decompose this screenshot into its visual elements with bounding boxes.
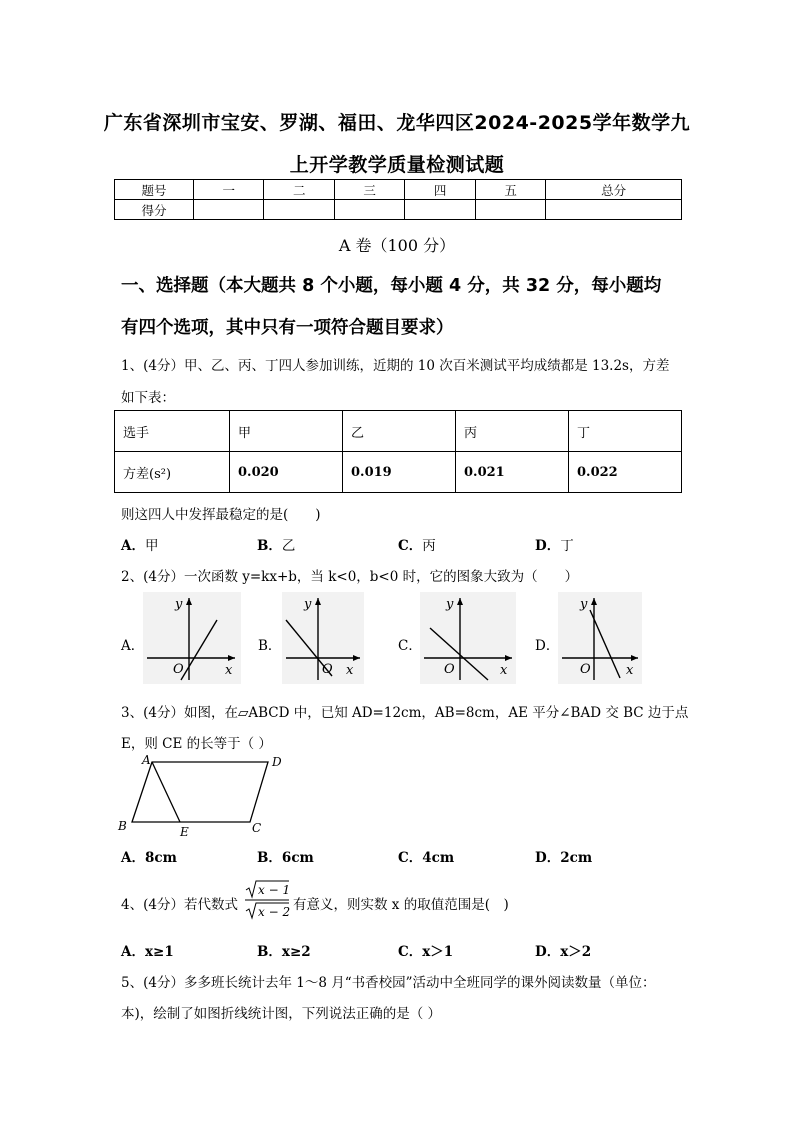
y-axis-label: y (175, 597, 183, 612)
option-text: x＞1 (422, 944, 454, 960)
option-text: 2cm (560, 850, 593, 866)
variance-table-header-row (115, 411, 682, 452)
q2-option-c-label[interactable]: C． (398, 638, 422, 654)
score-cell: 一 (194, 180, 264, 200)
option-text: x≥1 (144, 944, 174, 960)
score-input-cell (334, 200, 404, 220)
score-input-cell (546, 200, 682, 220)
x-axis-label: x (346, 663, 354, 678)
q5-stem-line-1: 5、(4分）多多班长统计去年 1～8 月“书香校园”活动中全班同学的课外阅读数量（单位： (121, 975, 656, 991)
score-cell: 得分 (115, 200, 194, 220)
exam-title-line-2: 上开学教学质量检测试题 (289, 154, 505, 176)
option-letter: D． (535, 944, 561, 960)
variance-header-cell: 甲 (230, 411, 343, 452)
q2-graph-d[interactable] (558, 592, 642, 684)
option-letter: A． (121, 944, 145, 960)
origin-label: O (322, 662, 333, 677)
q1-option-a[interactable] (121, 534, 158, 554)
q2-graph-a[interactable] (143, 592, 241, 684)
option-letter: B． (257, 538, 282, 554)
origin-label: O (580, 662, 591, 677)
q3-stem-line-2: E，则 CE 的长等于（ ） (121, 736, 272, 752)
q4-option-b[interactable] (257, 940, 311, 960)
variance-value-cell: 0.021 (456, 452, 569, 493)
score-input-cell (194, 200, 264, 220)
score-cell: 三 (334, 180, 404, 200)
score-table (114, 179, 682, 220)
option-letter: A． (121, 538, 145, 554)
q3-option-c[interactable] (398, 846, 454, 866)
variance-header-cell: 乙 (343, 411, 456, 452)
option-text: 甲 (144, 538, 159, 554)
vertex-label-b: B (118, 819, 127, 833)
score-input-cell (264, 200, 334, 220)
score-cell: 总分 (546, 180, 682, 200)
q1-option-c[interactable] (398, 534, 436, 554)
q2-stem: 2、(4分）一次函数 y=kx+b，当 k<0，b<0 时，它的图象大致为（ ） (121, 569, 579, 585)
q1-stem-line-1: 1、(4分）甲、乙、丙、丁四人参加训练，近期的 10 次百米测试平均成绩都是 13.2s，方差 (121, 358, 670, 374)
option-letter: D． (535, 850, 561, 866)
variance-value-cell: 0.020 (230, 452, 343, 493)
q3-stem-line-1: 3、(4分）如图，在▱ABCD 中，已知 AD=12cm，AB=8cm，AE 平分∠BAD 交 BC 边于点 (121, 705, 689, 721)
variance-table (114, 410, 682, 493)
vertex-label-a: A (142, 753, 151, 767)
vertex-label-e: E (180, 825, 189, 838)
q1-question: 则这四人中发挥最稳定的是( ) (121, 507, 321, 523)
x-axis-label: x (626, 663, 634, 678)
y-axis-label: y (446, 597, 454, 612)
option-letter: D． (535, 538, 561, 554)
score-cell: 二 (264, 180, 334, 200)
q4-stem-before: 4、(4分）若代数式 (121, 897, 238, 913)
score-cell: 五 (475, 180, 545, 200)
variance-value-cell: 0.022 (569, 452, 682, 493)
option-text: 8cm (144, 850, 177, 866)
q3-option-a[interactable] (121, 846, 177, 866)
q1-option-b[interactable] (257, 534, 295, 554)
y-axis-label: y (580, 597, 588, 612)
option-text: x≥2 (281, 944, 311, 960)
q1-option-d[interactable] (535, 534, 574, 554)
option-text: 丁 (560, 538, 574, 554)
score-cell: 题号 (115, 180, 194, 200)
variance-header-cell: 丙 (456, 411, 569, 452)
option-letter: C． (398, 944, 423, 960)
variance-header-cell: 选手 (115, 411, 230, 452)
score-cell: 四 (405, 180, 475, 200)
q5-stem-line-2: 本)，绘制了如图折线统计图，下列说法正确的是（ ） (121, 1006, 442, 1022)
variance-header-cell: 丁 (569, 411, 682, 452)
variance-table-value-row (115, 452, 682, 493)
part1-heading-line-1: 一、选择题（本大题共 8 个小题，每小题 4 分，共 32 分，每小题均 (121, 276, 662, 296)
parallelogram-figure (116, 752, 290, 838)
q3-option-d[interactable] (535, 846, 592, 866)
origin-label: O (444, 662, 455, 677)
option-letter: C． (398, 850, 423, 866)
vertex-label-c: C (252, 821, 262, 835)
part1-heading-line-2: 有四个选项，其中只有一项符合题目要求） (121, 318, 454, 338)
score-table-header-row (115, 180, 682, 200)
option-letter: A． (121, 850, 145, 866)
y-axis-label: y (304, 597, 312, 612)
score-input-cell (475, 200, 545, 220)
q2-graph-b[interactable] (282, 592, 364, 684)
q2-option-a-label[interactable]: A． (121, 638, 145, 654)
q4-option-d[interactable] (535, 940, 591, 960)
q4-option-a[interactable] (121, 940, 174, 960)
option-text: 4cm (422, 850, 455, 866)
option-letter: B． (257, 944, 282, 960)
option-text: 乙 (281, 538, 296, 554)
q3-option-b[interactable] (257, 846, 314, 866)
score-input-cell (405, 200, 475, 220)
x-axis-label: x (500, 663, 508, 678)
variance-label-cell: 方差(s²) (115, 452, 230, 493)
q4-option-c[interactable] (398, 940, 453, 960)
q2-option-b-label[interactable]: B． (258, 638, 282, 654)
q2-graph-c[interactable] (420, 592, 516, 684)
q4-fraction-expression (243, 878, 291, 922)
q2-option-d-label[interactable]: D． (535, 638, 560, 654)
option-text: x＞2 (560, 944, 592, 960)
option-letter: C． (398, 538, 423, 554)
q4-denominator: x − 2 (258, 905, 291, 919)
section-a-heading: A 卷（100 分） (338, 236, 456, 255)
option-text: 6cm (281, 850, 314, 866)
x-axis-label: x (225, 663, 233, 678)
q4-numerator: x − 1 (258, 883, 291, 897)
q1-stem-line-2: 如下表： (121, 390, 175, 406)
origin-label: O (173, 662, 184, 677)
exam-title-line-1: 广东省深圳市宝安、罗湖、福田、龙华四区2024-2025学年数学九 (103, 112, 691, 134)
score-table-score-row (115, 200, 682, 220)
q4-stem-after: 有意义，则实数 x 的取值范围是( ) (293, 897, 509, 913)
variance-value-cell: 0.019 (343, 452, 456, 493)
vertex-label-d: D (272, 755, 282, 769)
option-letter: B． (257, 850, 282, 866)
option-text: 丙 (422, 538, 436, 554)
